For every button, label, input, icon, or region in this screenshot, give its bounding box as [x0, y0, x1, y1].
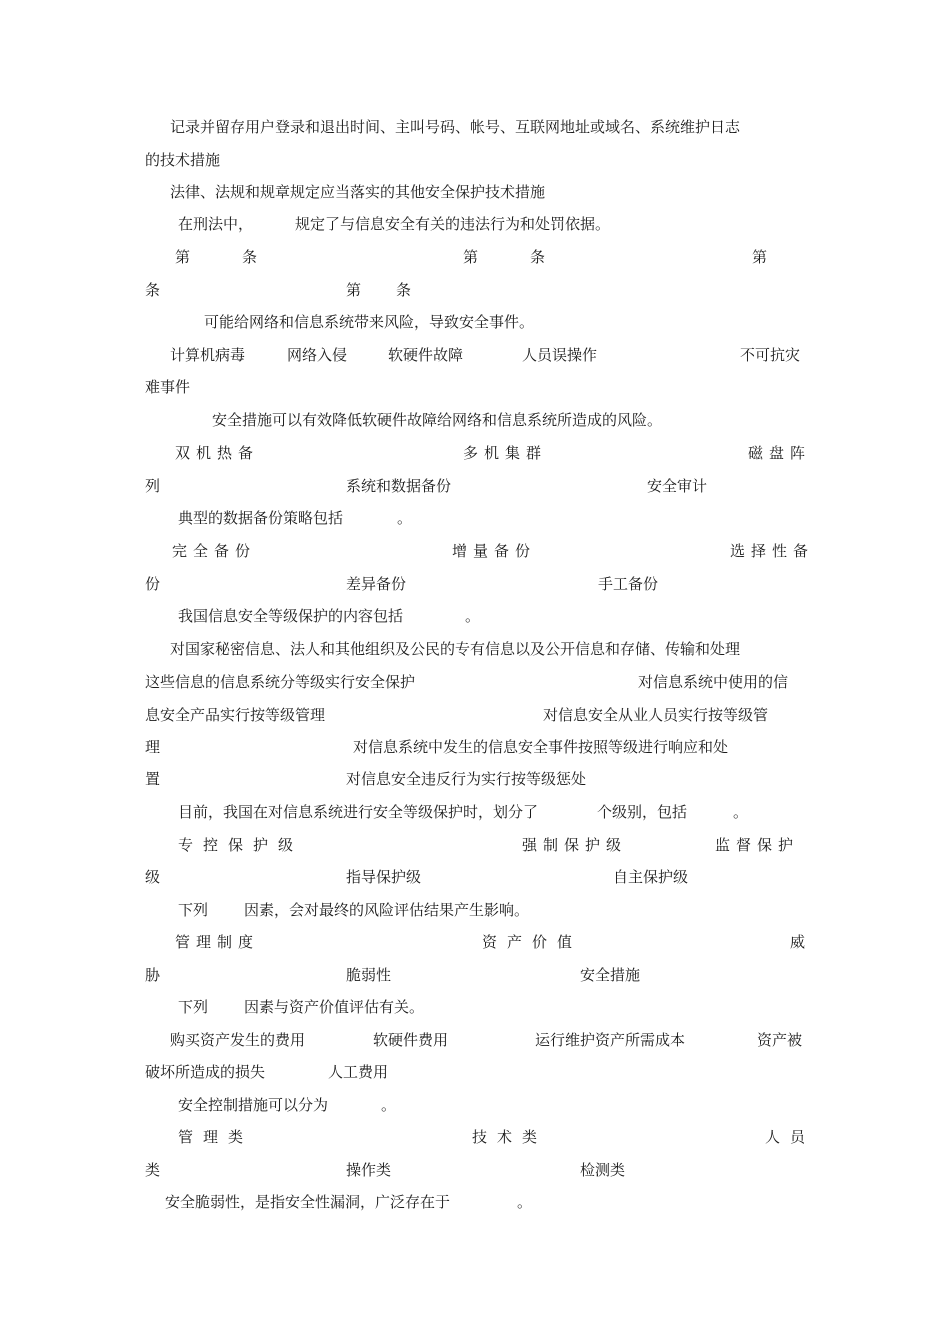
option-e-cont: 难事件	[145, 378, 191, 396]
option-e: 检测类	[580, 1161, 626, 1179]
option-a: 对国家秘密信息、法人和其他组织及公民的专有信息以及公开信息和存储、传输和处理	[170, 640, 741, 658]
option-e: 自主保护级	[613, 868, 689, 886]
question-9-end: 。	[381, 1096, 397, 1114]
option-c: 威	[790, 933, 806, 951]
text-line: 法律、法规和规章规定应当落实的其他安全保护技术措施	[170, 183, 546, 201]
option-c: 选择性备	[730, 542, 815, 560]
option-b: 技术类	[472, 1128, 548, 1146]
question-5: 我国信息安全等级保护的内容包括	[178, 607, 404, 625]
option-a: 完全备份	[172, 542, 257, 560]
option-b: 软硬件费用	[373, 1031, 449, 1049]
option-a: 管理类	[178, 1128, 254, 1146]
question-7: 下列	[178, 901, 209, 919]
option-d: 差异备份	[346, 575, 407, 593]
option-c: 软硬件故障	[388, 346, 464, 364]
option-b: 对信息系统中使用的信	[638, 673, 789, 691]
option-c-part2: 条	[145, 281, 161, 299]
option-a: 计算机病毒	[170, 346, 246, 364]
question-6: 目前，我国在对信息系统进行安全等级保护时，划分了	[178, 803, 539, 821]
option-d: 对信息系统中发生的信息安全事件按照等级进行响应和处	[353, 738, 729, 756]
question-7-rest: 因素，会对最终的风险评估结果产生影响。	[244, 901, 530, 919]
option-a-part1: 第	[175, 248, 191, 266]
option-c-cont: 份	[145, 575, 161, 593]
option-b-part1: 第	[463, 248, 479, 266]
option-a: 专控保护级	[178, 836, 304, 854]
option-d-cont: 破坏所造成的损失	[145, 1063, 266, 1081]
text-line: 的技术措施	[145, 151, 221, 169]
option-c-cont: 列	[145, 477, 161, 495]
option-b: 多机集群	[463, 444, 548, 462]
question-8: 下列	[178, 998, 209, 1016]
question-1-rest: 规定了与信息安全有关的违法行为和处罚依据。	[295, 215, 611, 233]
option-c: 人员	[765, 1128, 816, 1146]
option-c: 运行维护资产所需成本	[535, 1031, 686, 1049]
option-c-cont: 级	[145, 868, 161, 886]
question-1: 在刑法中，	[178, 215, 254, 233]
option-d: 系统和数据备份	[346, 477, 452, 495]
option-c-part1: 第	[752, 248, 768, 266]
question-10-end: 。	[517, 1193, 533, 1211]
option-c-cont: 类	[145, 1161, 161, 1179]
option-b: 增量备份	[452, 542, 537, 560]
option-d: 操作类	[346, 1161, 392, 1179]
question-2: 可能给网络和信息系统带来风险，导致安全事件。	[204, 313, 535, 331]
option-e: 安全审计	[647, 477, 708, 495]
option-b-cont: 息安全产品实行按等级管理	[145, 706, 326, 724]
option-d: 资产被	[757, 1031, 803, 1049]
question-4: 典型的数据备份策略包括	[178, 509, 344, 527]
option-e: 安全措施	[580, 966, 641, 984]
option-b: 网络入侵	[287, 346, 348, 364]
option-d-part2: 条	[396, 281, 412, 299]
option-c: 监督保护	[715, 836, 800, 854]
question-10: 安全脆弱性，是指安全性漏洞，广泛存在于	[165, 1193, 451, 1211]
text-line: 记录并留存用户登录和退出时间、主叫号码、帐号、互联网地址或域名、系统维护日志	[170, 118, 741, 136]
option-b: 强制保护级	[522, 836, 628, 854]
option-e: 对信息安全违反行为实行按等级惩处	[346, 770, 587, 788]
option-d-part1: 第	[346, 281, 362, 299]
option-d: 人员误操作	[522, 346, 598, 364]
option-d-cont: 置	[145, 770, 161, 788]
option-e: 手工备份	[598, 575, 659, 593]
option-d: 指导保护级	[346, 868, 422, 886]
question-3: 安全措施可以有效降低软硬件故障给网络和信息系统所造成的风险。	[212, 411, 663, 429]
question-9: 安全控制措施可以分为	[178, 1096, 329, 1114]
option-e: 不可抗灾	[740, 346, 801, 364]
question-6-mid: 个级别，包括	[597, 803, 688, 821]
option-a: 管理制度	[175, 933, 260, 951]
option-a: 双机热备	[175, 444, 260, 462]
option-a: 购买资产发生的费用	[170, 1031, 306, 1049]
option-c-cont: 胁	[145, 966, 161, 984]
question-6-end: 。	[733, 803, 749, 821]
option-a-part2: 条	[242, 248, 258, 266]
option-e: 人工费用	[328, 1063, 389, 1081]
option-b: 资产价值	[482, 933, 583, 951]
option-c: 对信息安全从业人员实行按等级管	[543, 706, 769, 724]
question-8-rest: 因素与资产价值评估有关。	[244, 998, 425, 1016]
question-5-end: 。	[465, 607, 481, 625]
option-c-cont: 理	[145, 738, 161, 756]
option-c: 磁盘阵	[748, 444, 812, 462]
option-b-part2: 条	[530, 248, 546, 266]
question-4-end: 。	[397, 509, 413, 527]
option-d: 脆弱性	[346, 966, 392, 984]
option-a-cont: 这些信息的信息系统分等级实行安全保护	[145, 673, 416, 691]
